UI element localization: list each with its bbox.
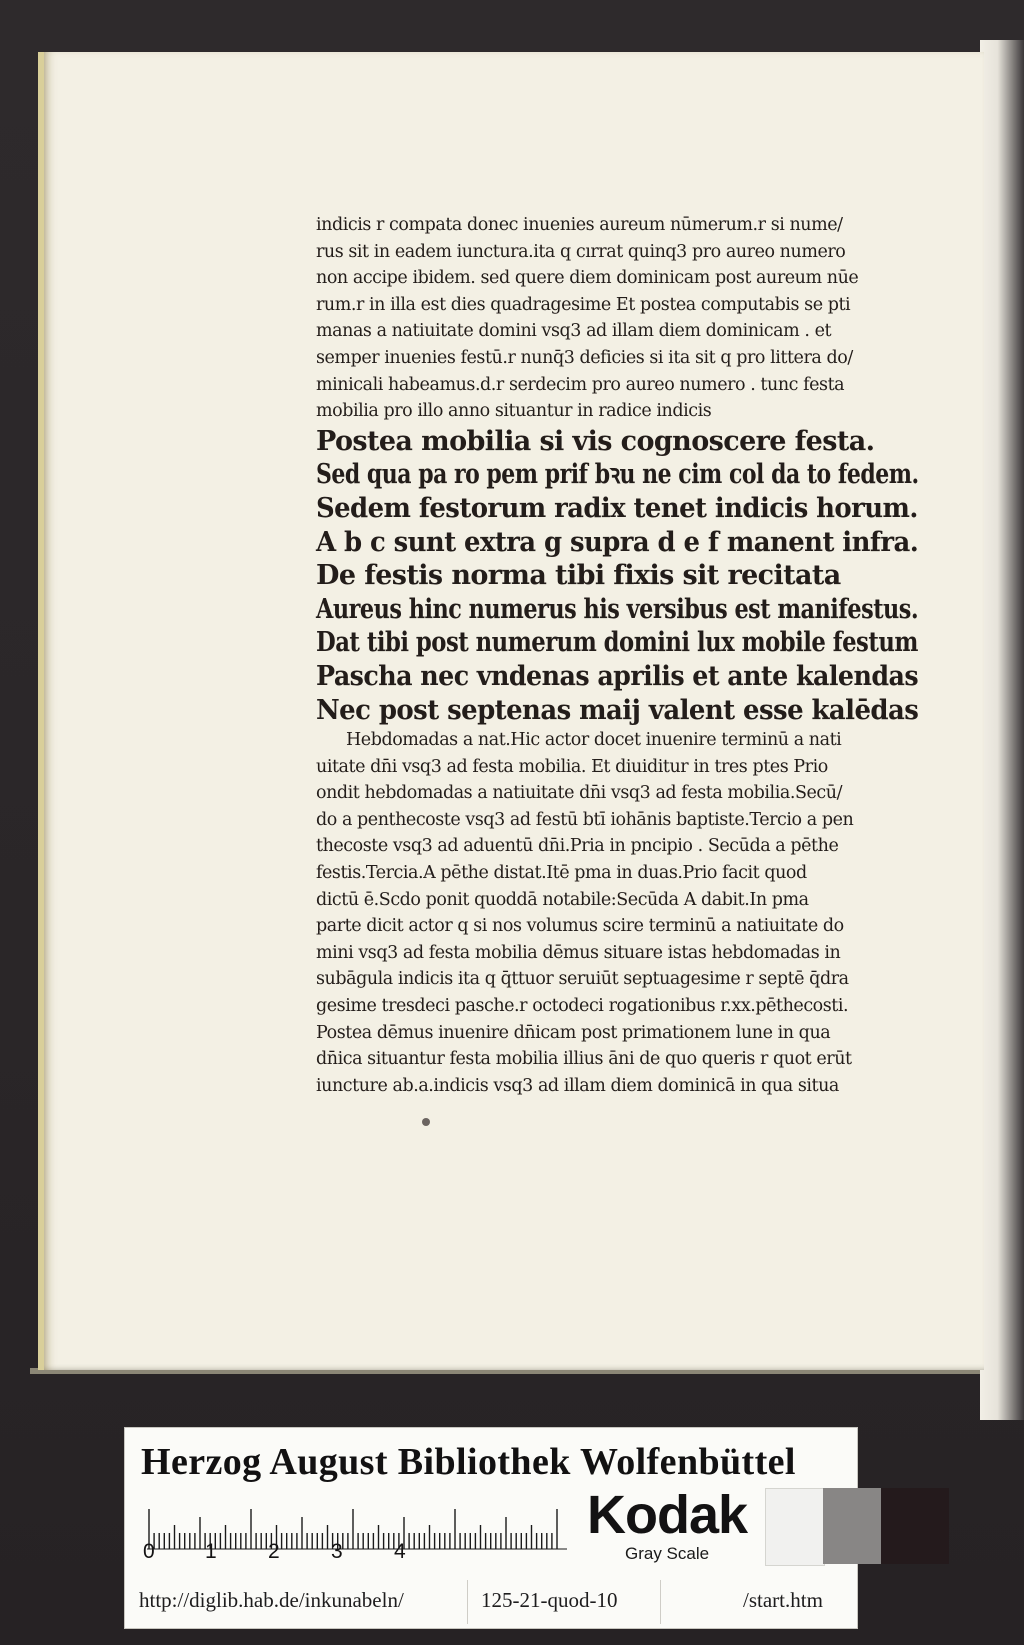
text-line: Postea mobilia si vis cognoscere festa. (316, 425, 875, 457)
text-line: Aureus hinc numerus his versibus est manifestus. (316, 593, 919, 625)
text-line: dictū ē.Scdo ponit quoddā notabile:Secūda A dabit.In pma (316, 889, 809, 910)
text-line: non accipe ibidem. sed quere diem dominicam post aureum nūe (316, 268, 859, 289)
text-line: uitate dn̄i vsq3 ad festa mobilia. Et diuiditur in tres ptes Prio (316, 756, 828, 777)
text-line: mobilia pro illo anno situantur in radice indicis (316, 401, 712, 422)
calibration-card (124, 1427, 858, 1629)
text-line: De festis norma tibi fixis sit recitata (316, 560, 841, 592)
text-line: minicali habeamus.d.r serdecim pro aureo numero . tunc festa (316, 374, 845, 395)
text-line: semper inuenies festū.r nunq̄3 deficies si ita sit q pro littera do/ (316, 347, 853, 368)
text-line: Hebdomadas a nat.Hic actor docet inuenire terminū a nati (346, 730, 842, 751)
text-line: Pascha nec vndenas aprilis et ante kalendas (316, 660, 919, 692)
url-id: 125-21-quod-10 (481, 1588, 618, 1612)
text-line: A b c sunt extra g supra d e f manent infra. (316, 526, 919, 558)
library-title: Herzog August Bibliothek Wolfenbüttel (141, 1441, 796, 1483)
ruler-number-0: 0 (143, 1540, 155, 1563)
ruler-number-1: 1 (205, 1540, 217, 1563)
printed-text-block (316, 212, 918, 1099)
text-line: thecoste vsq3 ad aduentū dn̄i.Pria in pncipio . Secūda a pēthe (316, 836, 839, 857)
text-line: do a penthecoste vsq3 ad festū btī iohānis baptiste.Tercio a pen (316, 809, 854, 830)
text-line: dn̄ica situantur festa mobilia illius āni de quo queris r quot erūt (316, 1049, 852, 1070)
text-line: Nec post septenas maij valent esse kalēdas (316, 694, 919, 726)
gray-scale-label: Gray Scale (625, 1544, 710, 1563)
text-line: Dat tibi post numerum domini lux mobile festum (316, 627, 918, 659)
text-line: Sedem festorum radix tenet indicis horum. (316, 492, 918, 524)
text-line: rus sit in eadem iunctura.ita q cırrat quinq3 pro aureo numero (316, 241, 846, 262)
ruler-numbers (143, 1540, 573, 1568)
text-line: ondit hebdomadas a natiuitate dn̄i vsq3 ad festa mobilia.Secū/ (316, 783, 843, 804)
text-line: manas a natiuitate domini vsq3 ad illam diem dominicam . et (316, 321, 832, 342)
gray-patch-black (881, 1488, 949, 1564)
url-prefix: http://diglib.hab.de/inkunabeln/ (139, 1588, 404, 1612)
source-url-bar (125, 1578, 857, 1628)
text-line: parte dicit actor q si nos volumus scire terminū a natiuitate do (316, 916, 844, 937)
ruler-number-2: 2 (268, 1540, 280, 1563)
ruler-number-4: 4 (394, 1540, 406, 1563)
text-line: subāgula indicis ita q q̄ttuor seruiūt septuagesime r septē q̄dra (316, 969, 849, 990)
text-line: gesime tresdeci pasche.r octodeci rogationibus r.xx.pēthecosti. (316, 996, 849, 1017)
kodak-logo: Kodak (587, 1485, 748, 1545)
page-mark (422, 1118, 430, 1126)
text-line: indicis r compata donec inuenies aureum nūmerum.r si nume/ (316, 215, 843, 235)
url-suffix: /start.htm (743, 1588, 823, 1612)
text-line: festis.Tercia.A pēthe distat.Itē pma in duas.Prio facit quod (316, 863, 807, 884)
ruler-number-3: 3 (331, 1540, 343, 1563)
text-line: Sed qua pa ro pem prif bꝛu ne cim col da to fedem. (316, 459, 919, 491)
text-line: Postea dēmus inuenire dn̄icam post primationem lune in qua (316, 1022, 831, 1043)
text-line: iuncture ab.a.indicis vsq3 ad illam diem dominicā in qua situa (316, 1075, 839, 1096)
text-line: rum.r in illa est dies quadragesime Et postea computabis se pti (316, 294, 851, 315)
text-line: mini vsq3 ad festa mobilia dēmus situare istas hebdomadas in (316, 942, 841, 963)
gray-patch-mid (823, 1488, 881, 1564)
gray-patch-white (765, 1488, 825, 1566)
facing-page-edge (980, 40, 1024, 1420)
